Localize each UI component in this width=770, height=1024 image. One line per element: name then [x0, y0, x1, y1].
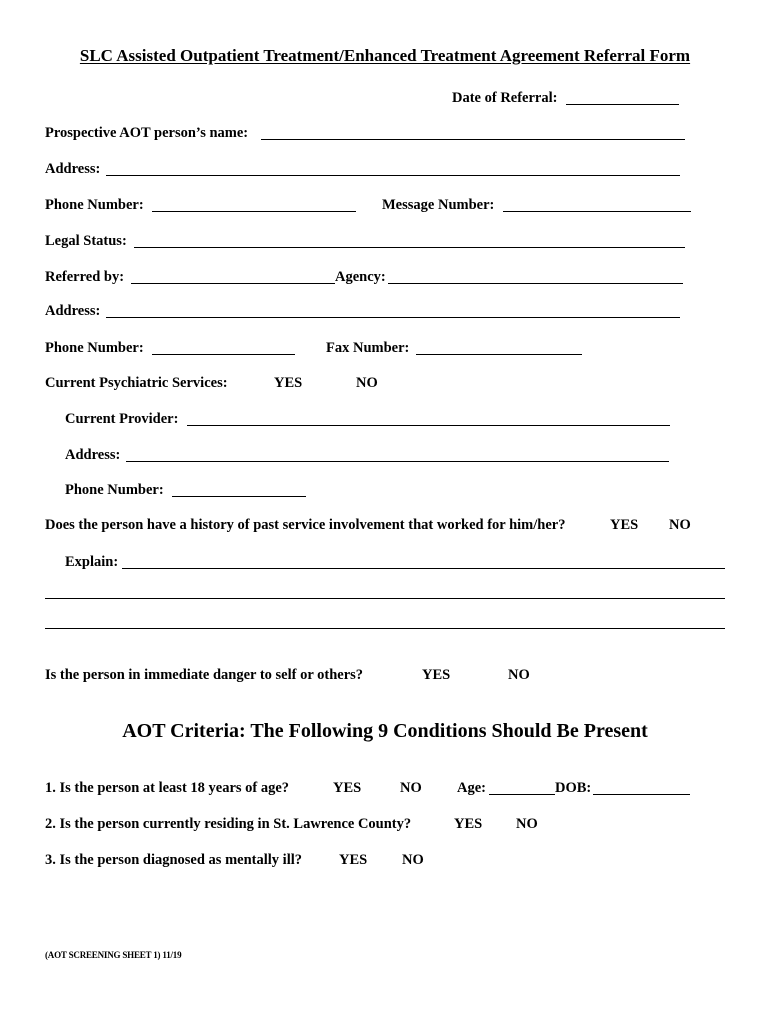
fax-number-field[interactable] [416, 354, 582, 355]
criterion-3-question: 3. Is the person diagnosed as mentally ill? [45, 852, 302, 868]
current-psych-yes-option[interactable]: YES [274, 375, 303, 391]
footer-form-id: (AOT SCREENING SHEET 1) 11/19 [45, 950, 182, 960]
criterion-2-no-option[interactable]: NO [516, 816, 538, 832]
age-label: Age: [457, 780, 486, 796]
address-label: Address: [45, 161, 101, 177]
history-yes-option[interactable]: YES [610, 517, 639, 533]
explain-field-line-3[interactable] [45, 628, 725, 629]
phone-number-label: Phone Number: [45, 197, 144, 213]
provider-address-field[interactable] [126, 461, 669, 462]
agency-field[interactable] [388, 283, 683, 284]
message-number-label: Message Number: [382, 197, 495, 213]
legal-status-field[interactable] [134, 247, 685, 248]
criterion-2-question: 2. Is the person currently residing in St. Lawrence County? [45, 816, 412, 832]
criterion-2-yes-option[interactable]: YES [454, 816, 483, 832]
fax-number-label: Fax Number: [326, 340, 410, 356]
current-psychiatric-services-label: Current Psychiatric Services: [45, 375, 228, 391]
message-number-field[interactable] [503, 211, 691, 212]
explain-field-line-2[interactable] [45, 598, 725, 599]
prospective-name-field[interactable] [261, 139, 685, 140]
referrer-phone-label: Phone Number: [45, 340, 144, 356]
referred-by-field[interactable] [131, 283, 335, 284]
referrer-address-label: Address: [45, 303, 101, 319]
danger-yes-option[interactable]: YES [422, 667, 451, 683]
criterion-1-question: 1. Is the person at least 18 years of age? [45, 780, 290, 796]
date-of-referral-field[interactable] [566, 104, 679, 105]
criterion-1-no-option[interactable]: NO [400, 780, 422, 796]
provider-phone-field[interactable] [172, 496, 306, 497]
dob-field[interactable] [593, 794, 690, 795]
dob-label: DOB: [555, 780, 592, 796]
referrer-address-field[interactable] [106, 317, 680, 318]
legal-status-label: Legal Status: [45, 233, 127, 249]
criterion-1-yes-option[interactable]: YES [333, 780, 362, 796]
provider-phone-label: Phone Number: [65, 482, 164, 498]
history-question: Does the person have a history of past service involvement that worked for him/her? [45, 517, 566, 533]
history-no-option[interactable]: NO [669, 517, 691, 533]
referred-by-label: Referred by: [45, 269, 125, 285]
prospective-name-label: Prospective AOT person’s name: [45, 125, 249, 141]
form-title: SLC Assisted Outpatient Treatment/Enhanced Treatment Agreement Referral Form [79, 46, 691, 65]
danger-question: Is the person in immediate danger to self or others? [45, 667, 364, 683]
criterion-3-yes-option[interactable]: YES [339, 852, 368, 868]
phone-number-field[interactable] [152, 211, 356, 212]
danger-no-option[interactable]: NO [508, 667, 530, 683]
explain-field[interactable] [122, 568, 725, 569]
current-provider-label: Current Provider: [65, 411, 179, 427]
current-psych-no-option[interactable]: NO [356, 375, 378, 391]
address-field[interactable] [106, 175, 680, 176]
current-provider-field[interactable] [187, 425, 670, 426]
provider-address-label: Address: [65, 447, 121, 463]
agency-label: Agency: [335, 269, 386, 285]
criteria-heading: AOT Criteria: The Following 9 Conditions Should Be Present [122, 720, 648, 742]
explain-label: Explain: [65, 554, 119, 570]
age-field[interactable] [489, 794, 555, 795]
date-of-referral-label: Date of Referral: [452, 90, 558, 106]
referrer-phone-field[interactable] [152, 354, 295, 355]
criterion-3-no-option[interactable]: NO [402, 852, 424, 868]
